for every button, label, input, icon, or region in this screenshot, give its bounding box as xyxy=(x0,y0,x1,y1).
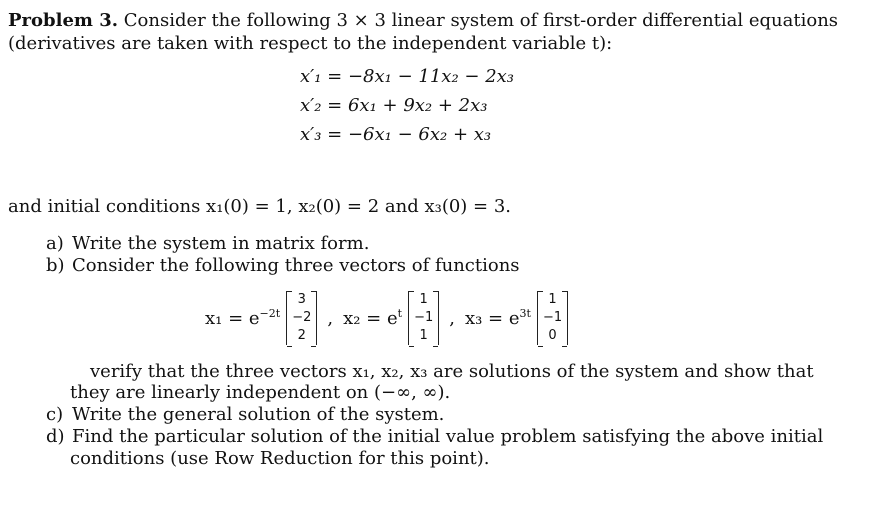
vector-3-entry-1: 1 xyxy=(548,292,557,307)
vector-2-entry-2: −1 xyxy=(414,310,434,325)
part-b-text-3: they are linearly independent on (−∞, ∞). xyxy=(70,382,451,403)
equation-2: x′₂ = 6x₁ + 9x₂ + 2x₃ xyxy=(300,95,488,116)
part-b-label: b) xyxy=(46,255,65,276)
part-c-text: Write the general solution of the system. xyxy=(72,404,445,425)
vector-2-entry-1: 1 xyxy=(419,292,428,307)
comma-2: , xyxy=(449,307,455,329)
vector-1-entry-2: −2 xyxy=(292,310,312,325)
initial-conditions: and initial conditions x₁(0) = 1, x₂(0) = 2 and x₃(0) = 3. xyxy=(8,196,512,217)
part-b-text: Consider the following three vectors of functions xyxy=(72,255,520,276)
part-a-label: a) xyxy=(46,233,64,254)
vector-2-matrix xyxy=(408,291,439,345)
vector-1-entry-3: 2 xyxy=(297,328,306,343)
vector-2-name: $x_2 = e^t$ xyxy=(343,307,403,329)
problem-intro-1: Consider the following 3 × 3 linear system of first-order differential equations xyxy=(123,10,839,31)
comma-1: , xyxy=(327,307,334,329)
part-a-text: Write the system in matrix form. xyxy=(72,233,370,254)
vector-1-name: $x_1 = e^{-2t}$ xyxy=(205,307,281,329)
problem-title: Problem 3. xyxy=(8,10,119,31)
vector-2-entry-3: 1 xyxy=(419,328,428,343)
vector-3-entry-2: −1 xyxy=(542,310,563,325)
problem-header xyxy=(8,10,838,31)
equation-1: x′₁ = −8x₁ − 11x₂ − 2x₃ xyxy=(300,66,515,87)
vector-3-name: $x_3 = e^{3t}$ xyxy=(464,307,531,329)
vector-3-matrix xyxy=(537,291,568,345)
solution-vectors xyxy=(205,291,568,345)
equation-3: x′₃ = −6x₁ − 6x₂ + x₃ xyxy=(300,124,492,145)
part-d-text-2: conditions (use Row Reduction for this point). xyxy=(70,448,490,469)
vector-1-matrix xyxy=(286,291,317,345)
part-c-label: c) xyxy=(46,404,64,425)
part-d-label: d) xyxy=(46,426,65,447)
part-d-text: Find the particular solution of the initial value problem satisfying the above initial xyxy=(72,426,824,447)
vector-3-entry-3: 0 xyxy=(548,328,557,343)
problem-intro-2: (derivatives are taken with respect to the independent variable t): xyxy=(8,33,613,54)
part-b-text-2: verify that the three vectors x₁, x₂, x₃ are solutions of the system and show that xyxy=(90,361,814,382)
vector-1-entry-1: 3 xyxy=(297,292,306,307)
